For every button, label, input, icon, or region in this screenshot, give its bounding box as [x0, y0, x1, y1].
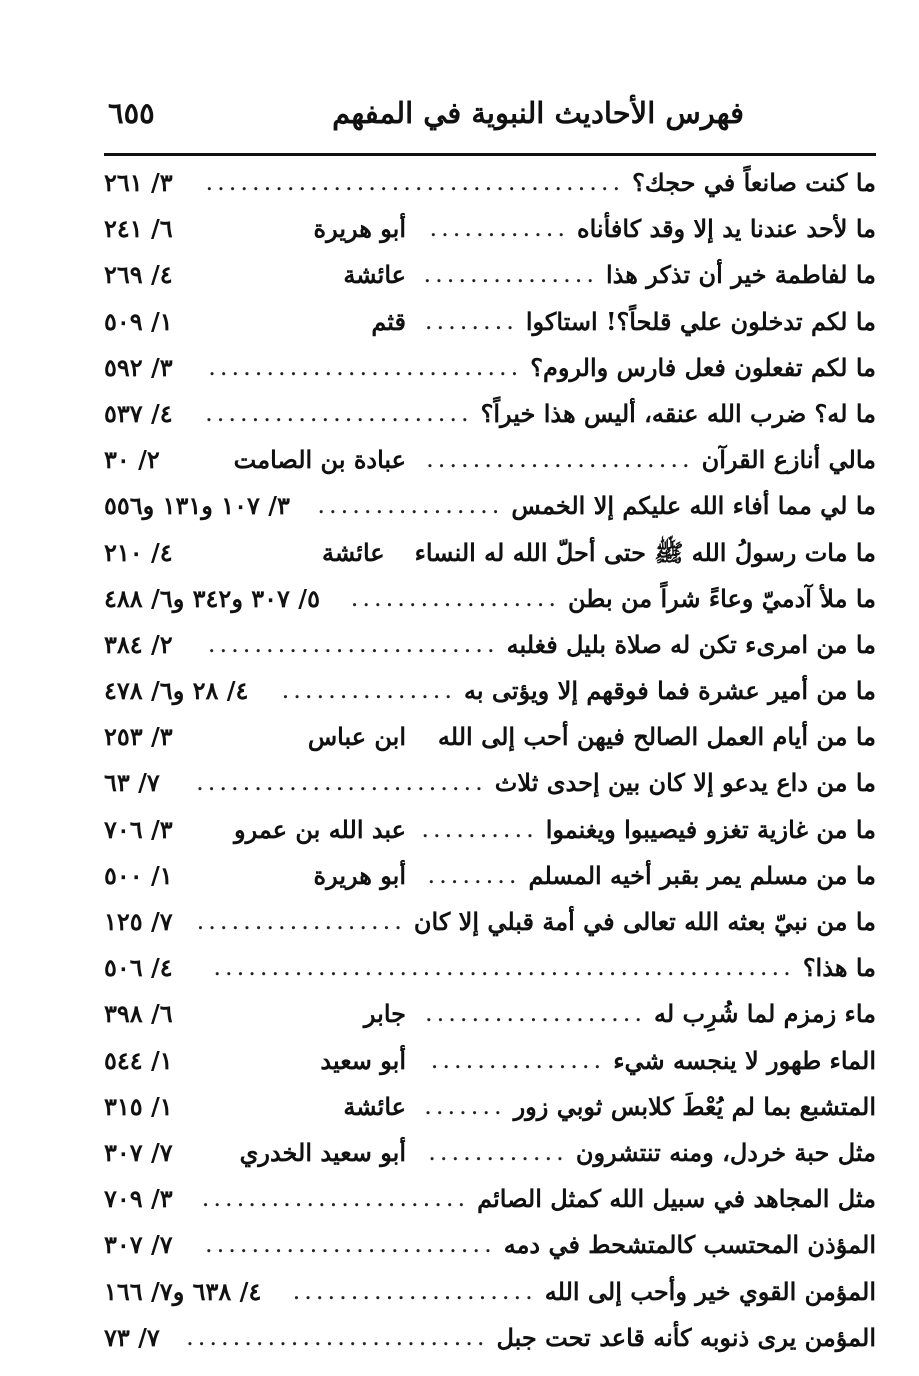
leader-dots: .................. [196, 907, 406, 935]
volume-page-ref: ٧/ ١٢٥ [104, 907, 173, 936]
volume-page-ref: ٧/ ٦٣ [104, 768, 160, 798]
leader-dots: ................... [425, 999, 646, 1028]
leader-dots: .................................... [205, 168, 625, 196]
volume-page-ref: ٧/ ٣٠٧ [104, 1137, 173, 1167]
index-entry [104, 1040, 876, 1086]
volume-page-ref: ٦/ ٢٤١ [104, 214, 173, 244]
index-entry [104, 1178, 876, 1224]
index-entry [104, 532, 876, 578]
index-entry [104, 578, 876, 624]
hadith-text: ما ملأ آدميّ وعاءً شراً من بطن [568, 583, 876, 613]
index-entry [104, 993, 876, 1039]
index-entry [104, 254, 876, 300]
index-entry [104, 347, 876, 393]
leader-dots: ......................... [207, 629, 499, 658]
index-entry [104, 1317, 876, 1363]
hadith-text: المؤمن يرى ذنوبه كأنه قاعد تحت جبل [496, 1322, 876, 1352]
hadith-text: مثل المجاهد في سبيل الله كمثل الصائم [477, 1184, 876, 1214]
hadith-text: ما لكم تفعلون فعل فارس والروم؟ [530, 352, 876, 382]
index-entry [104, 1132, 876, 1178]
leader-dots: ........ [427, 860, 521, 889]
volume-page-ref: ٣/ ٥٩٢ [104, 352, 173, 382]
volume-page-ref: ٣/ ٢٥٣ [104, 722, 173, 752]
narrator-name: عبد الله بن عمرو [234, 814, 406, 844]
volume-page-ref: ٤/ ٥٠٦ [104, 953, 173, 983]
volume-page-ref: ٧/ ٣٠٧ [104, 1230, 173, 1260]
hadith-text: ما من مسلم يمر بقبر أخيه المسلم [528, 860, 876, 890]
narrator-name: أبو سعيد [320, 1045, 406, 1075]
volume-page-ref: ٥/ ٣٠٧ و٣٤٢ و٦/ ٤٨٨ [104, 583, 320, 613]
index-entry [104, 624, 876, 670]
hadith-text: ماء زمزم لما شُرِب له [653, 999, 876, 1029]
hadith-text: ما من امرىء تكن له صلاة بليل فغلبه [506, 629, 876, 659]
volume-page-ref: ٤/ ٦٣٨ و٧/ ١٦٦ [104, 1276, 262, 1306]
index-entry [104, 393, 876, 439]
page-title: فهرس الأحاديث النبوية في المفهم [332, 96, 744, 130]
volume-page-ref: ٤/ ٢١٠ [104, 537, 173, 567]
leader-dots: ..................... [292, 1276, 537, 1305]
narrator-name: أبو هريرة [313, 214, 406, 244]
index-entry [104, 485, 876, 531]
hadith-text: ما لفاطمة خير أن تذكر هذا [605, 260, 876, 290]
index-entry [104, 947, 876, 993]
leader-dots: ............ [428, 1137, 568, 1166]
leader-dots: ............... [430, 1045, 606, 1074]
page-number: ٦٥٥ [108, 96, 155, 130]
volume-page-ref: ٢/ ٣٨٤ [104, 629, 173, 659]
hadith-text: ما من غازية تغزو فيصيبوا ويغنموا [545, 814, 876, 844]
narrator-name: عائشة [321, 537, 385, 567]
index-entry [104, 1271, 876, 1317]
hadith-text: ما لكم تدخلون علي قلحاً؟! استاكوا [525, 306, 876, 336]
hadith-index-list [104, 162, 876, 1363]
hadith-text: مثل حبة خردل، ومنه تنتشرون [575, 1137, 876, 1167]
hadith-text: ما كنت صانعاً في حجك؟ [632, 168, 876, 197]
volume-page-ref: ١/ ٥٠٠ [104, 860, 173, 890]
volume-page-ref: ٣/ ٧٠٦ [104, 814, 173, 844]
leader-dots: ............ [429, 214, 570, 243]
hadith-text: ما لي مما أفاء الله عليكم إلا الخمس [511, 491, 876, 521]
page-header [104, 96, 876, 146]
narrator-name: جابر [363, 999, 406, 1029]
volume-page-ref: ٤/ ٢٨ و٦/ ٤٧٨ [104, 676, 249, 706]
leader-dots: .................. [350, 583, 561, 612]
hadith-text: ما له؟ ضرب الله عنقه، أليس هذا خيراً؟ [480, 398, 876, 428]
leader-dots: ....... [424, 1091, 506, 1120]
volume-page-ref: ٤/ ٢٦٩ [104, 260, 173, 290]
index-entry [104, 762, 876, 808]
leader-dots: ....................... [426, 445, 694, 474]
leader-dots: ....................... [201, 1184, 470, 1213]
index-entry [104, 855, 876, 901]
index-entry [104, 1086, 876, 1132]
narrator-name: أبو هريرة [313, 860, 406, 890]
volume-page-ref: ٢/ ٣٠ [104, 445, 160, 475]
volume-page-ref: ٣/ ٧٠٩ [104, 1184, 173, 1214]
hadith-text: ما من أمير عشرة فما فوقهم إلا ويؤتى به [464, 676, 876, 706]
leader-dots: ........ [424, 306, 518, 335]
narrator-name: عائشة [343, 1091, 406, 1121]
header-rule [104, 153, 876, 156]
leader-dots: ............... [423, 260, 598, 289]
index-entry [104, 901, 876, 947]
index-entry [104, 162, 876, 208]
volume-page-ref: ١/ ٥٠٩ [104, 306, 173, 336]
hadith-text: المتشبع بما لم يُعْطَ كلابس ثوبي زور [513, 1091, 876, 1121]
leader-dots: ................ [317, 491, 504, 520]
narrator-name: عبادة بن الصامت [233, 445, 406, 475]
index-entry [104, 809, 876, 855]
leader-dots: .......... [421, 814, 538, 843]
leader-dots: ........................... [208, 352, 523, 381]
narrator-name: ابن عباس [307, 722, 406, 752]
leader-dots: ............... [281, 676, 457, 705]
hadith-text: ما من نبيّ بعثه الله تعالى في أمة قبلي إلا كان [413, 907, 876, 936]
index-entry [104, 439, 876, 485]
volume-page-ref: ٦/ ٣٩٨ [104, 999, 173, 1029]
leader-dots: .......................... [186, 1322, 489, 1351]
narrator-name: قثم [371, 306, 406, 336]
hadith-text: ما من أيام العمل الصالح فيهن أحب إلى الله [437, 722, 876, 752]
narrator-name: أبو سعيد الخدري [239, 1137, 406, 1167]
index-entry [104, 1224, 876, 1270]
index-entry [104, 301, 876, 347]
leader-dots: ......................... [196, 768, 487, 797]
hadith-text: ما من داع يدعو إلا كان بين إحدى ثلاث [494, 768, 876, 798]
narrator-name: عائشة [343, 260, 406, 290]
volume-page-ref: ٣/ ١٠٧ و١٣١ و٥٥٦ [104, 491, 290, 521]
leader-dots: .................................................. [213, 953, 795, 982]
volume-page-ref: ١/ ٥٤٤ [104, 1045, 173, 1075]
index-entry [104, 716, 876, 762]
index-entry [104, 208, 876, 254]
hadith-text: ما هذا؟ [802, 953, 876, 983]
volume-page-ref: ١/ ٣١٥ [104, 1091, 173, 1121]
hadith-text: مالي أنازع القرآن [701, 445, 876, 475]
volume-page-ref: ٧/ ٧٣ [104, 1322, 160, 1352]
index-entry [104, 670, 876, 716]
leader-dots: ......................... [204, 1230, 496, 1259]
hadith-text: ما لأحد عندنا يد إلا وقد كافأناه [577, 214, 876, 244]
hadith-text: الماء طهور لا ينجسه شيء [613, 1045, 876, 1075]
hadith-text: ما مات رسولُ الله ﷺ حتى أحلّ الله له النساء [414, 537, 876, 567]
volume-page-ref: ٣/ ٢٦١ [104, 168, 173, 197]
hadith-text: المؤذن المحتسب كالمتشحط في دمه [503, 1230, 876, 1260]
leader-dots: ....................... [205, 398, 473, 427]
hadith-text: المؤمن القوي خير وأحب إلى الله [544, 1276, 876, 1306]
volume-page-ref: ٤/ ٥٣٧ [104, 398, 173, 428]
